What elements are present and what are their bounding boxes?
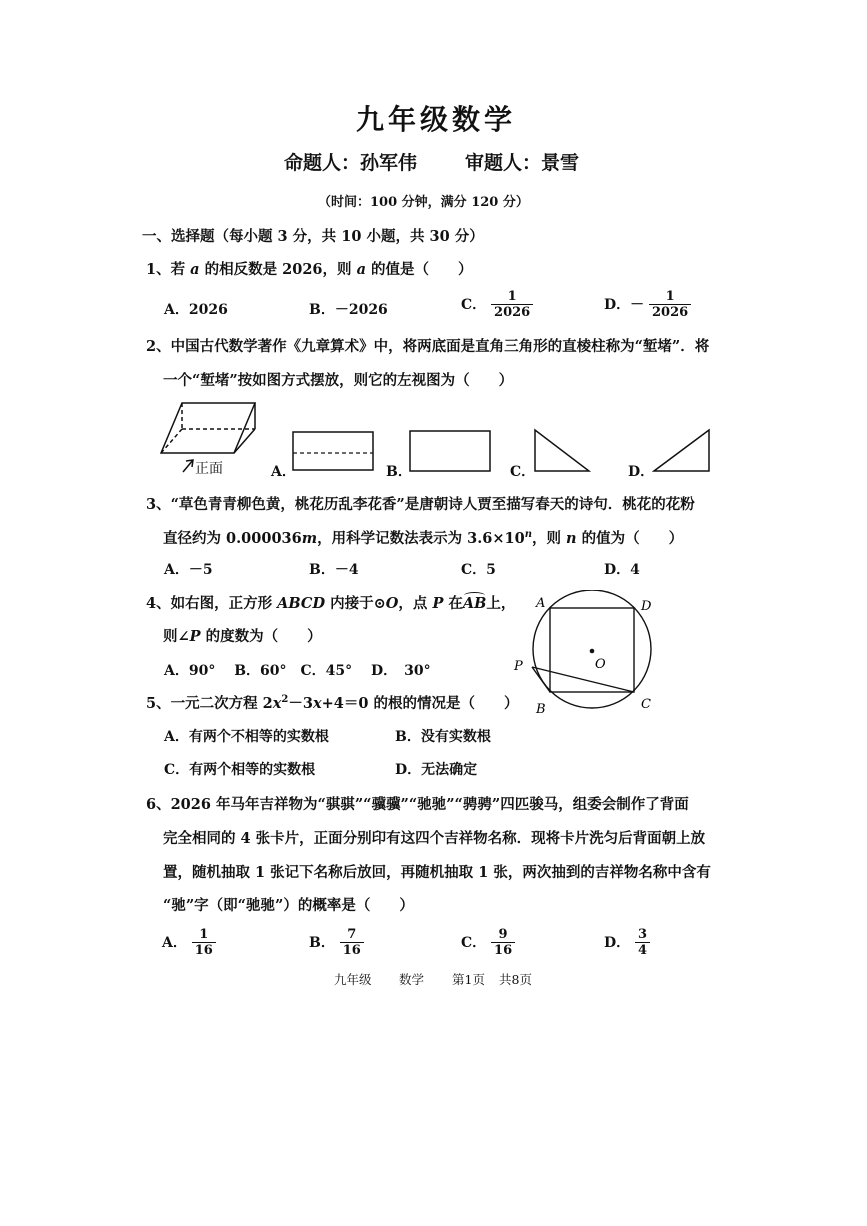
section-heading: 一、选择题（每小题 3 分，共 10 小题，共 30 分）: [142, 228, 484, 245]
question-5-stem: 5、一元二次方程 $2x^2-3x+4=0$ 的根的情况是（ ）: [146, 694, 519, 712]
q2-option-b-figure: [409, 430, 491, 472]
q5-option-a: A．有两个不相等的实数根: [164, 729, 329, 745]
q2-option-d: D．: [628, 464, 655, 480]
q3-option-b: B．－4: [309, 562, 359, 578]
question-6-stem-line3: 置，随机抽取 1 张记下名称后放回，再随机抽取 1 张，两次抽到的吉祥物名称中含有: [163, 864, 711, 881]
question-4-stem-line2: 则∠P 的度数为（ ）: [163, 628, 322, 645]
question-2-stem-line1: 2、中国古代数学著作《九章算术》中，将两底面是直角三角形的直棱柱称为“堑堵”．将: [146, 338, 710, 355]
question-setter: 命题人：孙军伟: [284, 152, 418, 174]
label-d: D: [641, 599, 652, 614]
question-3-stem-line1: 3、“草色青青柳色黄，桃花历乱李花香”是唐朝诗人贾至描写春天的诗句．桃花的花粉: [146, 496, 695, 513]
label-o: O: [595, 657, 606, 672]
q6-option-d: D． $\frac{3}{4}$: [604, 927, 650, 958]
q3-option-c: C．5: [461, 562, 496, 578]
q2-option-b: B．: [386, 464, 412, 480]
q3-option-a: A．－5: [164, 562, 213, 578]
q1-option-a: A．2026: [164, 302, 228, 318]
q2-option-d-figure: [652, 428, 712, 473]
time-info: （时间：100 分钟，满分 120 分）: [318, 195, 529, 210]
label-a: A: [536, 596, 546, 611]
q4-options: A．90° B．60° C．45° D． 30°: [164, 663, 431, 679]
question-2-stem-line2: 一个“堑堵”按如图方式摆放，则它的左视图为（ ）: [163, 372, 514, 389]
question-6-stem-line1: 6、2026 年马年吉祥物为“骐骐”“骥骥”“驰驰”“骋骋”四匹骏马，组委会制作了背面: [146, 796, 689, 813]
footer-page: 第1页: [452, 972, 485, 987]
footer-total: 共8页: [499, 972, 532, 987]
q1-option-d: D．－ $\frac{1}{2026}$: [604, 289, 691, 320]
label-p: P: [514, 659, 523, 674]
question-6-stem-line4: “驰”字（即“驰驰”）的概率是（ ）: [163, 897, 414, 914]
q2-option-c: C．: [510, 464, 536, 480]
q5-option-d: D．无法确定: [395, 762, 478, 778]
q1-option-b: B．－2026: [309, 302, 388, 318]
page-title: 九年级数学: [356, 103, 517, 136]
q3-option-d: D．4: [604, 562, 640, 578]
question-1-stem: 1、若 a 的相反数是 2026，则 a 的值是（ ）: [146, 261, 473, 278]
q1-option-c: C． $\frac{1}{2026}$: [461, 289, 533, 320]
prism-front-label: 正面: [195, 461, 223, 477]
footer-subject: 数学: [399, 972, 425, 987]
q2-option-c-figure: [533, 428, 591, 473]
question-6-stem-line2: 完全相同的 4 张卡片，正面分别印有这四个吉祥物名称．现将卡片洗匀后背面朝上放: [163, 830, 706, 847]
q6-option-c: C． $\frac{9}{16}$: [461, 927, 515, 958]
q6-option-a: A． $\frac{1}{16}$: [162, 927, 216, 958]
q6-option-b: B． $\frac{7}{16}$: [309, 927, 364, 958]
q2-option-a: A．: [271, 464, 296, 480]
label-b: B: [536, 702, 546, 717]
q5-option-b: B．没有实数根: [395, 729, 491, 745]
label-c: C: [641, 697, 651, 712]
q5-option-c: C．有两个相等的实数根: [164, 762, 316, 778]
q4-circle-figure: [510, 590, 670, 720]
question-3-stem-line2: 直径约为 0.000036m，用科学记数法表示为 $3.6\times 10^n$，则 n 的值为（ ）: [163, 529, 684, 547]
footer-grade: 九年级: [334, 972, 372, 987]
q2-option-a-figure: [292, 431, 374, 471]
question-reviewer: 审题人：景雪: [465, 152, 580, 174]
question-4-stem-line1: 4、如右图，正方形 ABCD 内接于⊙O，点 P 在 AB上，: [146, 592, 515, 613]
